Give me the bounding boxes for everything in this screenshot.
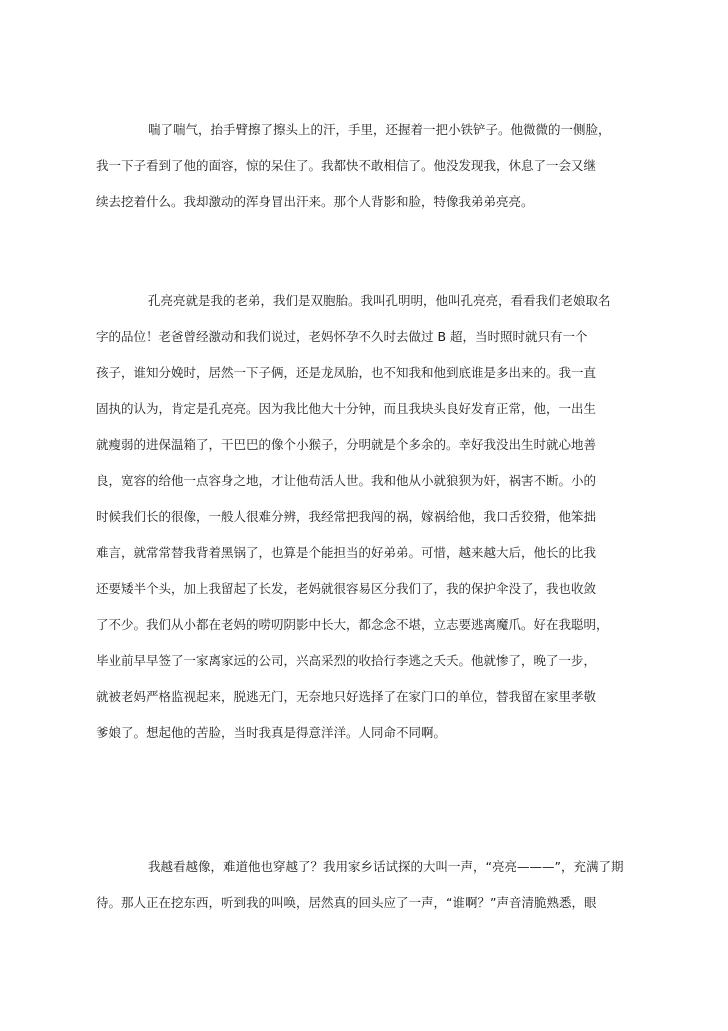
text-line: 就被老妈严格监视起来，脱逃无门，无奈地只好选择了在家门口的单位，替我留在家里孝敬 xyxy=(96,689,597,704)
paragraph-1 xyxy=(96,112,632,220)
text-line: 时候我们长的很像，一般人很难分辨，我经常把我闯的祸，嫁祸给他，我口舌狡猾，他笨拙 xyxy=(96,509,597,524)
text-line: 孩子，谁知分娩时，居然一下子俩，还是龙凤胎，也不知我和他到底谁是多出来的。我一直 xyxy=(96,365,597,380)
text-line: 还要矮半个头，加上我留起了长发，老妈就很容易区分我们了，我的保护伞没了，我也收敛 xyxy=(96,581,597,596)
text-line: 固执的认为，肯定是孔亮亮。因为我比他大十分钟，而且我块头良好发育正常，他，一出生 xyxy=(96,401,597,416)
text-line: 良，宽容的给他一点容身之地，才让他苟活人世。我和他从小就狼狈为奸，祸害不断。小的 xyxy=(96,473,597,488)
text-line: 字的品位！老爸曾经激动和我们说过，老妈怀孕不久时去做过 B 超，当时照时就只有一个 xyxy=(96,329,588,344)
paragraph-2 xyxy=(96,283,632,751)
text-line: 续去挖着什么。我却激动的浑身冒出汗来。那个人背影和脸，特像我弟弟亮亮。 xyxy=(96,194,534,209)
text-line: 毕业前早早签了一家离家远的公司，兴高采烈的收拾行李逃之夭夭。他就惨了，晚了一步， xyxy=(96,653,597,668)
text-line: 我越看越像，难道他也穿越了？我用家乡话试探的大叫一声，“亮亮———”，充满了期 xyxy=(148,859,624,874)
text-line: 待。那人正在挖东西，听到我的叫唤，居然真的回头应了一声，“谁啊？”声音清脆熟悉，眼 xyxy=(96,895,597,910)
text-line: 了不少。我们从小都在老妈的唠叨阴影中长大，都念念不堪，立志要逃离魔爪。好在我聪明， xyxy=(96,617,609,632)
text-line: 我一下子看到了他的面容，惊的呆住了。我都快不敢相信了。他没发现我，休息了一会又继 xyxy=(96,158,597,173)
text-line: 难言，就常常替我背着黑锅了，也算是个能担当的好弟弟。可惜，越来越大后，他长的比我 xyxy=(96,545,597,560)
text-line: 就瘦弱的进保温箱了，干巴巴的像个小猴子，分明就是个多余的。幸好我没出生时就心地善 xyxy=(96,437,597,452)
paragraph-3 xyxy=(96,849,632,921)
text-line: 爹娘了。想起他的苦脸，当时我真是得意洋洋。人同命不同啊。 xyxy=(96,725,447,740)
text-line: 喘了喘气，抬手臂擦了擦头上的汗，手里，还握着一把小铁铲子。他微微的一侧脸， xyxy=(148,122,611,137)
text-line: 孔亮亮就是我的老弟，我们是双胞胎。我叫孔明明，他叫孔亮亮，看看我们老娘取名 xyxy=(148,293,611,308)
